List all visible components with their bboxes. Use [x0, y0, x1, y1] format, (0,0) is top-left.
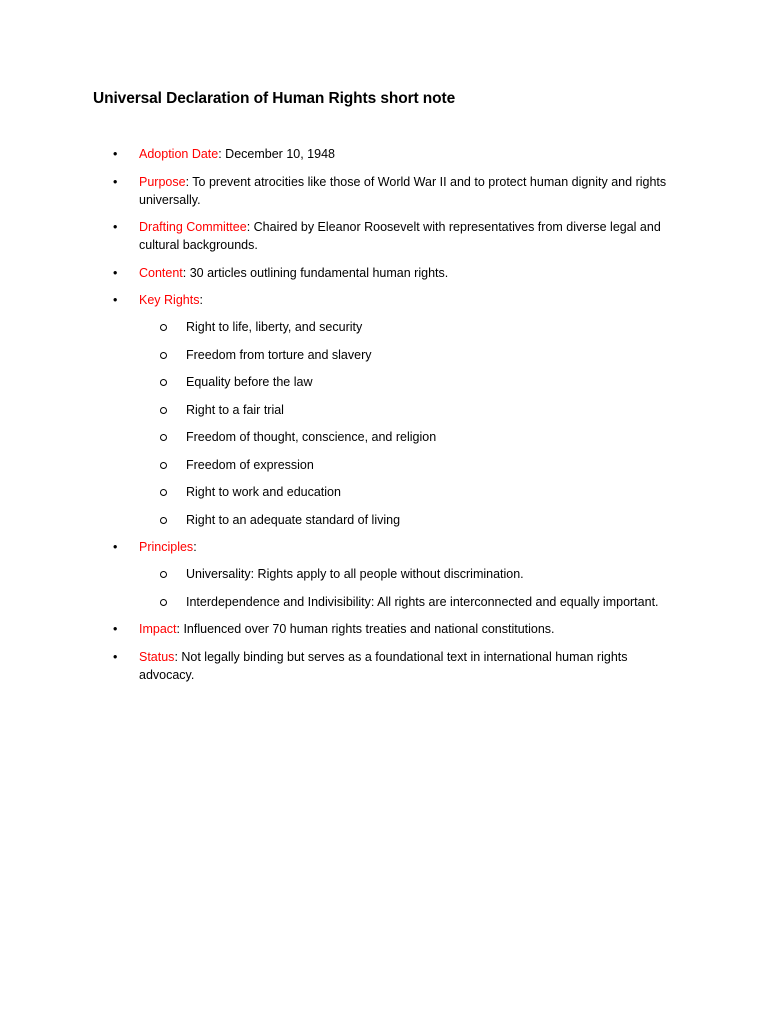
sublist-item: [139, 511, 673, 529]
bullet-icon: •: [113, 293, 118, 307]
bullet-icon: •: [113, 622, 118, 636]
sublist-item: [139, 565, 673, 583]
subitem-text: Freedom of expression: [186, 457, 314, 472]
item-label: Content: [139, 265, 183, 280]
item-label: Drafting Committee: [139, 220, 247, 234]
key-rights-sublist: [139, 318, 673, 529]
item-label: Impact: [139, 622, 177, 636]
list-item-key-rights: [93, 291, 673, 529]
principles-sublist: [139, 565, 673, 611]
hollow-circle-bullet-icon: [160, 379, 167, 386]
sublist-item: [139, 346, 673, 364]
hollow-circle-bullet-icon: [160, 571, 167, 578]
hollow-circle-bullet-icon: [160, 324, 167, 331]
bullet-icon: •: [113, 649, 118, 664]
subitem-text: Interdependence and Indivisibility: All rights are interconnected and equally important.: [186, 594, 659, 609]
hollow-circle-bullet-icon: [160, 489, 167, 496]
item-label: Adoption Date: [139, 147, 219, 161]
subitem-text: Right to a fair trial: [186, 402, 284, 417]
list-item-purpose: [93, 173, 673, 209]
hollow-circle-bullet-icon: [160, 434, 167, 441]
subitem-text: Equality before the law: [186, 375, 313, 389]
item-text: : Chaired by Eleanor Roosevelt with representatives from diverse legal and cultural backgrounds.: [139, 220, 661, 252]
bullet-icon: •: [113, 265, 118, 280]
sublist-item: [139, 318, 673, 336]
list-item-drafting-committee: [93, 218, 673, 254]
item-text: : 30 articles outlining fundamental human rights.: [182, 265, 449, 280]
list-item-content: [93, 264, 673, 282]
sublist-item: [139, 428, 673, 446]
bullet-icon: •: [113, 220, 118, 234]
list-item-status: [93, 648, 673, 684]
subitem-text: Freedom from torture and slavery: [186, 347, 372, 362]
sublist-item: [139, 373, 673, 391]
item-label: Status: [139, 649, 175, 664]
hollow-circle-bullet-icon: [160, 517, 167, 524]
list-item-principles: [93, 538, 673, 611]
sublist-item: [139, 456, 673, 474]
list-item-impact: [93, 620, 673, 638]
item-label: Purpose: [139, 174, 186, 189]
hollow-circle-bullet-icon: [160, 462, 167, 469]
item-text: :: [193, 540, 197, 554]
item-text: : Influenced over 70 human rights treaties and national constitutions.: [176, 622, 555, 636]
bullet-icon: •: [113, 540, 118, 554]
sublist-item: [139, 401, 673, 419]
item-text: : Not legally binding but serves as a foundational text in international human rights advocacy.: [139, 649, 628, 682]
list-item-adoption-date: [93, 145, 673, 163]
document-title: Universal Declaration of Human Rights short note: [93, 90, 456, 107]
sublist-item: [139, 483, 673, 501]
notes-list: [93, 145, 673, 693]
item-text: : December 10, 1948: [218, 147, 335, 161]
sublist-item: [139, 593, 673, 611]
subitem-text: Right to an adequate standard of living: [186, 512, 401, 527]
hollow-circle-bullet-icon: [160, 599, 167, 606]
bullet-icon: •: [113, 147, 118, 161]
subitem-text: Universality: Rights apply to all people without discrimination.: [186, 567, 524, 581]
hollow-circle-bullet-icon: [160, 407, 167, 414]
bullet-icon: •: [113, 174, 118, 189]
item-label: Key Rights: [139, 293, 200, 307]
item-text: : To prevent atrocities like those of World War II and to protect human dignity and rights universally.: [139, 174, 667, 207]
hollow-circle-bullet-icon: [160, 352, 167, 359]
subitem-text: Right to life, liberty, and security: [186, 320, 363, 334]
subitem-text: Freedom of thought, conscience, and religion: [186, 430, 437, 444]
subitem-text: Right to work and education: [186, 485, 341, 499]
item-text: :: [199, 293, 203, 307]
item-label: Principles: [139, 540, 194, 554]
